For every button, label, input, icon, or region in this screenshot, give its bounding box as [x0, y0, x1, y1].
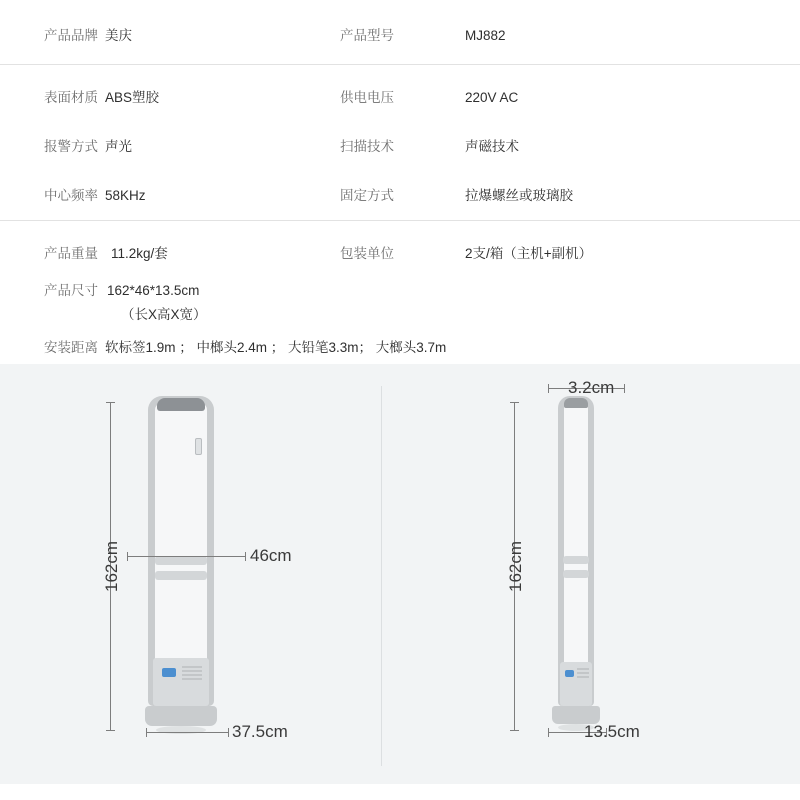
side-height-tick-bottom — [510, 730, 519, 731]
spec-value: 11.2kg/套 — [111, 246, 168, 261]
front-view-diagram — [0, 364, 381, 784]
gate-base — [145, 706, 217, 726]
spec-value: 软标签1.9m ； 中榔头2.4m ； 大铅笔3.3m； 大榔头3.7m — [105, 339, 447, 355]
spec-value: ABS塑胶 — [105, 90, 160, 105]
spec-label: 报警方式 — [44, 139, 98, 154]
table-row — [0, 221, 800, 278]
spec-label: 扫描技术 — [340, 139, 394, 154]
spec-value: 声光 — [105, 139, 132, 154]
width-dimension-tick-left — [127, 552, 128, 561]
gate-panel-vents — [182, 666, 202, 680]
spec-label: 产品品牌 — [44, 27, 98, 43]
spec-value: 162*46*13.5cm — [107, 283, 200, 298]
top-dimension-label: 3.2cm — [568, 378, 615, 397]
height-dimension-tick-top — [106, 402, 115, 403]
gate-panel-screen-side — [565, 670, 574, 677]
gate-crossbar-lower — [155, 571, 207, 580]
eas-gate-front-illustration — [148, 396, 214, 738]
table-row-install-distance — [0, 312, 800, 364]
spec-value: 美庆 — [105, 27, 132, 43]
spec-value: 2支/箱（主机+副机） — [465, 246, 593, 261]
gate-crossbar-upper — [155, 556, 207, 565]
height-dimension-label: 162cm — [102, 540, 121, 592]
gate-panel-screen — [162, 668, 176, 677]
side-base-dimension-label: 13.5cm — [584, 722, 640, 741]
table-row — [0, 171, 800, 220]
spec-label: 中心频率 — [44, 188, 98, 203]
base-dimension-line — [146, 732, 228, 733]
gate-top-cap-side — [564, 398, 588, 408]
spec-table — [0, 0, 800, 364]
spec-value: 220V AC — [465, 90, 519, 105]
gate-panel-vents-side — [577, 668, 589, 680]
gate-top-cap — [157, 398, 205, 411]
spec-label: 安装距离 — [44, 339, 98, 355]
spec-label: 包装单位 — [340, 246, 394, 261]
spec-label: 供电电压 — [340, 90, 394, 105]
spec-label: 表面材质 — [44, 90, 98, 105]
gate-crossbar-lower-side — [563, 570, 589, 578]
gate-frame-side — [558, 396, 594, 706]
height-dimension-tick-bottom — [106, 730, 115, 731]
side-height-dimension-label: 162cm — [506, 540, 525, 592]
width-dimension-tick-right — [245, 552, 246, 561]
spec-value: 拉爆螺丝或玻璃胶 — [465, 188, 573, 203]
top-dimension-tick-left — [548, 384, 549, 393]
spec-label: 产品型号 — [340, 27, 394, 43]
spec-value-sub: （长X高X宽） — [121, 307, 207, 322]
table-row — [0, 122, 800, 171]
product-diagram-area — [0, 364, 800, 784]
side-base-tick-left — [548, 728, 549, 737]
table-row — [0, 6, 800, 64]
spec-value: MJ882 — [465, 27, 506, 43]
spec-label: 产品尺寸 — [44, 283, 98, 298]
gate-crossbar-upper-side — [563, 556, 589, 564]
gate-indicator-light — [195, 438, 202, 455]
base-dimension-tick-right — [228, 728, 229, 737]
side-height-tick-top — [510, 402, 519, 403]
side-view-diagram — [382, 364, 800, 784]
eas-gate-side-illustration — [552, 396, 600, 738]
table-row-product-size — [0, 278, 800, 322]
spec-label: 产品重量 — [44, 246, 98, 261]
spec-value: 声磁技术 — [465, 139, 519, 154]
width-dimension-label: 46cm — [250, 546, 292, 565]
top-dimension-tick-right — [624, 384, 625, 393]
width-dimension-line — [127, 556, 245, 557]
spec-value: 58KHz — [105, 188, 146, 203]
base-dimension-label: 37.5cm — [232, 722, 288, 741]
table-row — [0, 65, 800, 122]
spec-label: 固定方式 — [340, 188, 394, 203]
base-dimension-tick-left — [146, 728, 147, 737]
